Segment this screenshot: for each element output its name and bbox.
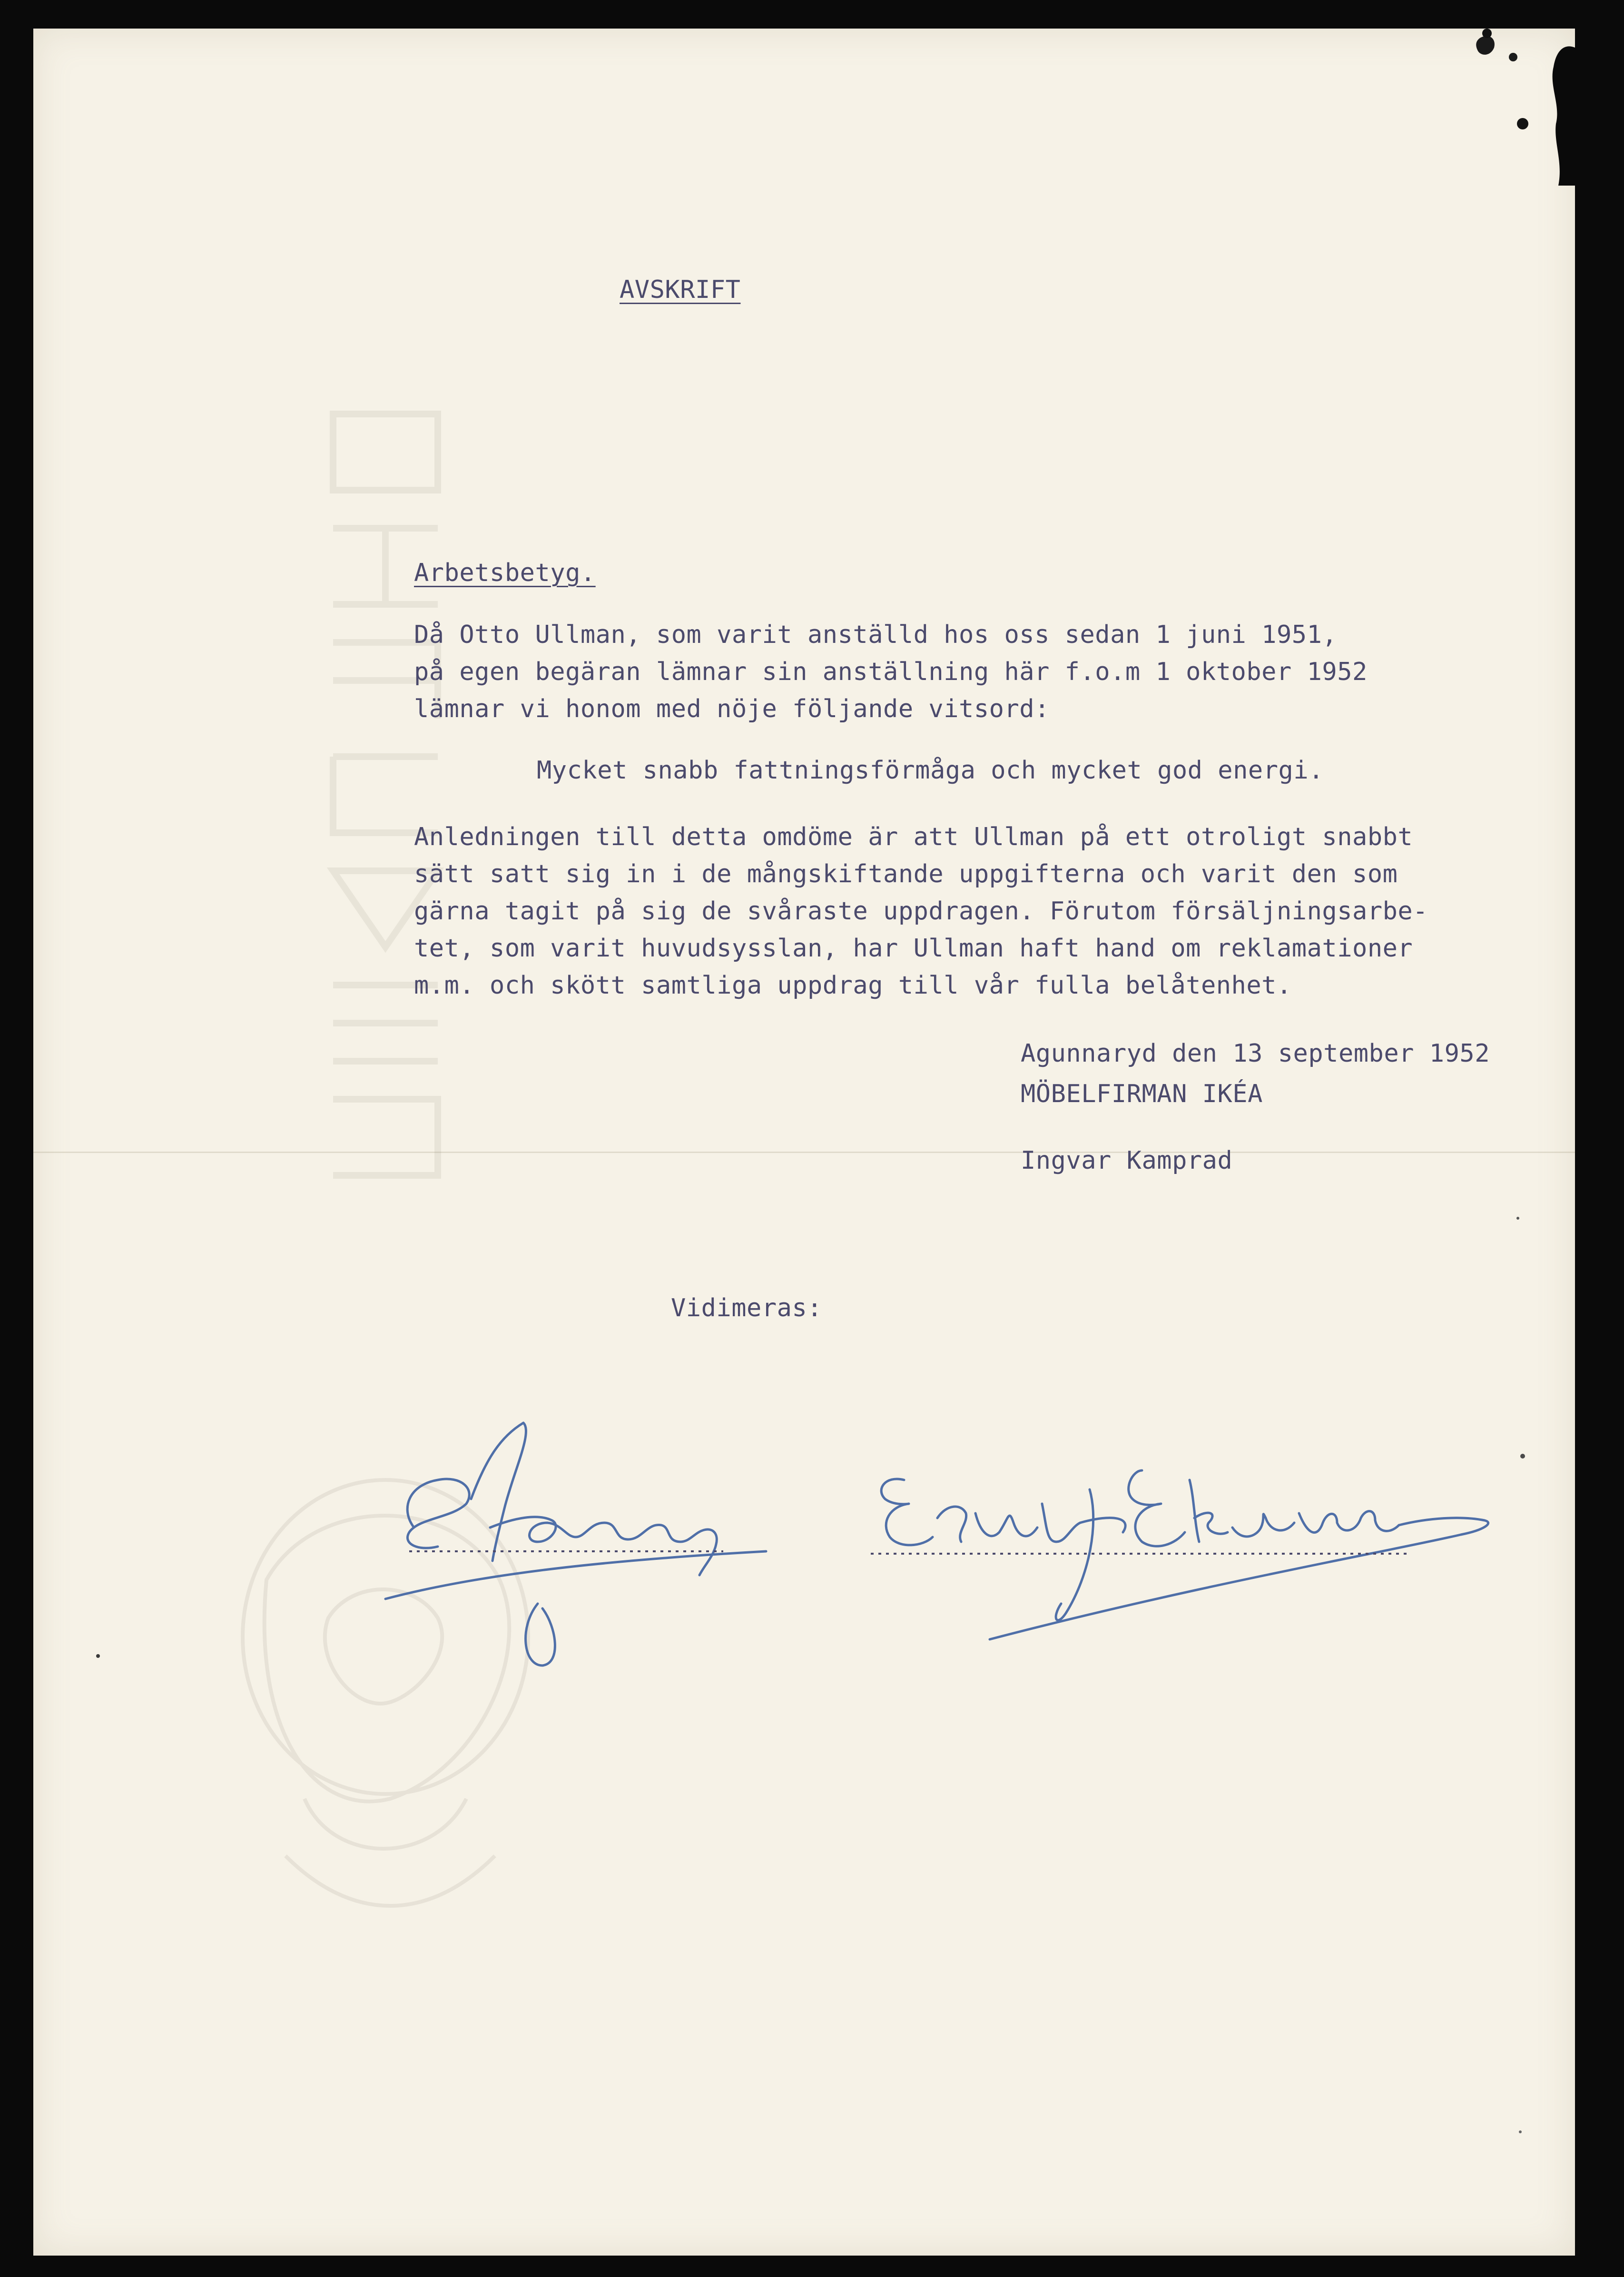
paragraph-line: Anledningen till detta omdöme är att Ullman på ett otroligt snabbt xyxy=(414,823,1413,851)
paragraph-line: m.m. och skött samtliga uppdrag till vår fulla belåtenhet. xyxy=(414,971,1292,1000)
signatory-name: Ingvar Kamprad xyxy=(1021,1146,1233,1175)
document-page xyxy=(33,29,1575,2256)
paragraph-line: på egen begäran lämnar sin anställning här f.o.m 1 oktober 1952 xyxy=(414,658,1368,686)
paragraph-line: gärna tagit på sig de svåraste uppdragen. Förutom försäljningsarbe- xyxy=(414,897,1428,926)
document-subject: Arbetsbetyg. xyxy=(414,559,596,587)
paragraph-line: sätt satt sig in i de mångskiftande uppgifterna och varit den som xyxy=(414,860,1398,888)
paragraph-line: lämnar vi honom med nöje följande vitsord: xyxy=(414,695,1050,723)
company-name: MÖBELFIRMAN IKÉA xyxy=(1021,1080,1263,1108)
place-and-date: Agunnaryd den 13 september 1952 xyxy=(1021,1039,1490,1068)
certification-label: Vidimeras: xyxy=(671,1294,823,1322)
paragraph-line: Då Otto Ullman, som varit anställd hos oss sedan 1 juni 1951, xyxy=(414,621,1338,649)
document-heading: AVSKRIFT xyxy=(620,276,741,304)
reference-statement: Mycket snabb fattningsförmåga och mycket god energi. xyxy=(537,756,1324,785)
paper-specks xyxy=(33,29,1575,2256)
paragraph-line: tet, som varit huvudsysslan, har Ullman haft hand om reklamationer xyxy=(414,934,1413,963)
